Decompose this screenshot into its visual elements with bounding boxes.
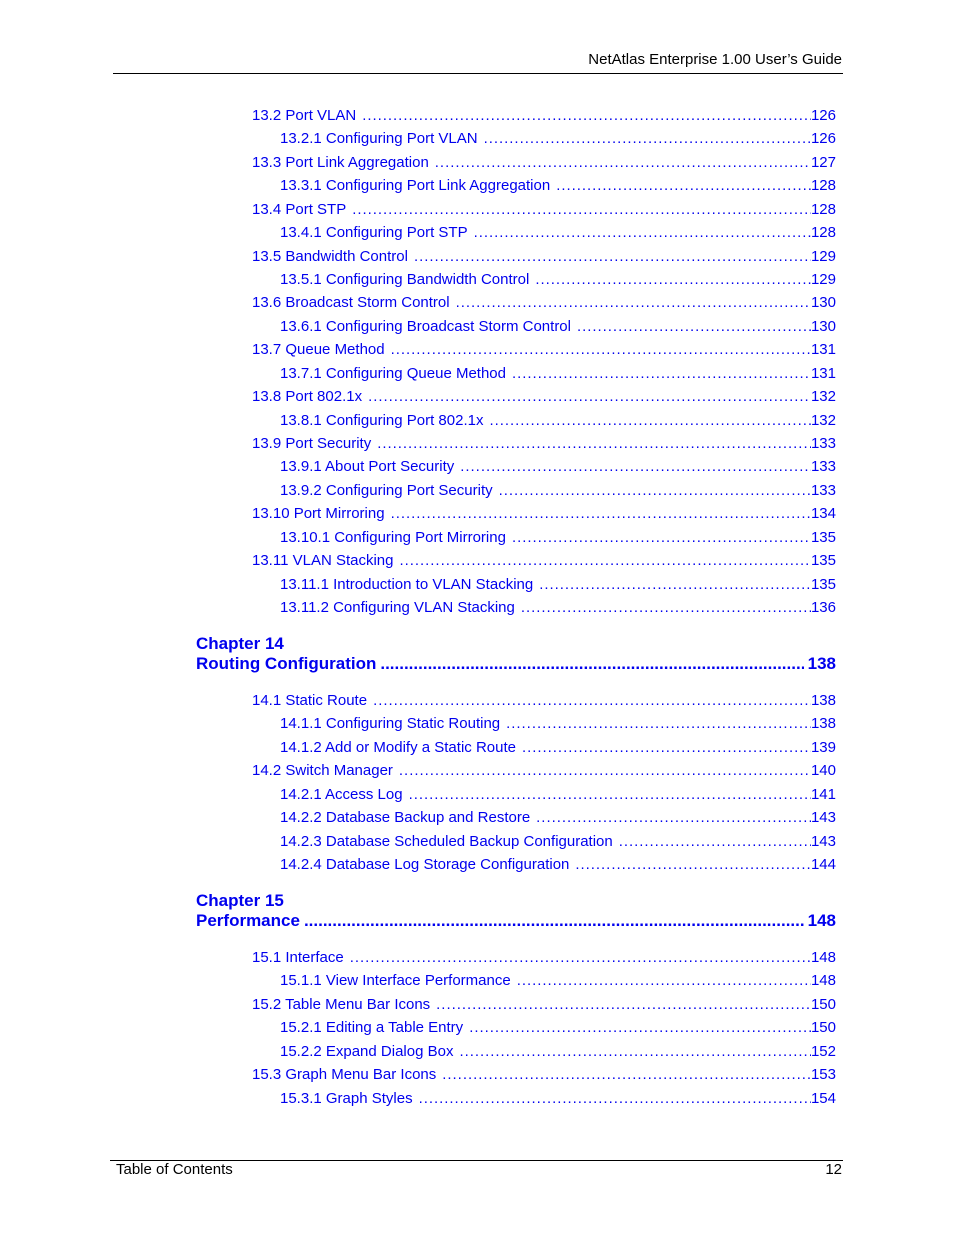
dot-leader: [456, 293, 811, 313]
toc-entry[interactable]: [280, 808, 836, 828]
entry-title: 13.8.1 Configuring Port 802.1x: [280, 411, 484, 429]
entry-page-number: 138: [810, 715, 836, 733]
dot-leader: [352, 200, 811, 220]
entry-title: 13.6 Broadcast Storm Control: [252, 294, 450, 312]
entry-title: 13.10 Port Mirroring: [252, 505, 385, 523]
entry-page-number: 130: [810, 317, 836, 335]
dot-leader: [459, 1042, 811, 1062]
entry-title: 14.1.1 Configuring Static Routing: [280, 715, 501, 733]
dot-leader: [409, 785, 811, 805]
entry-page-number: 136: [810, 599, 836, 617]
toc-entry[interactable]: [280, 1089, 836, 1109]
toc-entry[interactable]: [252, 293, 836, 313]
entry-page-number: 141: [810, 785, 836, 803]
dot-leader: [460, 457, 811, 477]
entry-title: 14.2.2 Database Backup and Restore: [280, 809, 531, 827]
entry-title: 13.10.1 Configuring Port Mirroring: [280, 528, 506, 546]
entry-title: 13.9 Port Security: [252, 435, 372, 453]
entry-title: 14.1.2 Add or Modify a Static Route: [280, 738, 516, 756]
entry-title: 14.1 Static Route: [252, 692, 368, 709]
entry-page-number: 135: [810, 528, 836, 546]
chapter-page: 138: [807, 654, 836, 673]
entry-page-number: 134: [810, 505, 836, 523]
entry-page-number: 131: [810, 341, 836, 359]
dot-leader: [619, 832, 811, 852]
entry-title: 15.1 Interface: [252, 949, 344, 966]
dot-leader: [522, 738, 811, 758]
entry-title: 13.5.1 Configuring Bandwidth Control: [280, 271, 530, 288]
entry-page-number: 133: [810, 458, 836, 476]
toc-entry[interactable]: [280, 832, 836, 852]
entry-title: 15.3 Graph Menu Bar Icons: [252, 1066, 437, 1084]
dot-leader: [391, 340, 811, 360]
dot-leader: [436, 995, 811, 1015]
toc-entry[interactable]: [252, 504, 836, 524]
dot-leader: [469, 1018, 811, 1038]
entry-title: 13.11.1 Introduction to VLAN Stacking: [280, 575, 534, 593]
toc-entry[interactable]: [252, 1065, 836, 1085]
toc-entry[interactable]: [252, 761, 836, 781]
entry-page-number: 133: [810, 481, 836, 499]
entry-page-number: 132: [810, 411, 836, 429]
entry-page-number: 131: [810, 364, 836, 382]
entry-page-number: 128: [810, 177, 836, 195]
entry-page-number: 154: [810, 1089, 836, 1107]
entry-title: 13.11 VLAN Stacking: [252, 552, 394, 570]
toc-entry[interactable]: [280, 411, 836, 431]
entry-title: 14.2 Switch Manager: [252, 762, 393, 780]
toc-entry[interactable]: [252, 200, 836, 220]
entry-page-number: 140: [810, 762, 836, 780]
toc-entry[interactable]: [280, 481, 836, 501]
toc-entry[interactable]: [252, 691, 836, 711]
toc-entry[interactable]: [280, 1018, 836, 1038]
entry-title: 13.4 Port STP: [252, 200, 347, 218]
toc-entry[interactable]: [252, 995, 836, 1015]
entry-page-number: 127: [810, 153, 836, 171]
toc-entry[interactable]: [252, 153, 836, 173]
entry-page-number: 148: [810, 949, 836, 966]
dot-leader: [539, 575, 811, 595]
entry-title: 13.2 Port VLAN: [252, 107, 357, 124]
toc-entry[interactable]: [280, 575, 836, 595]
entry-title: 14.2.4 Database Log Storage Configuration: [280, 856, 570, 873]
toc-entry[interactable]: [252, 551, 836, 571]
dot-leader: [506, 714, 811, 734]
dot-leader: [577, 317, 811, 337]
dot-leader: [474, 223, 811, 243]
entry-title: 15.2.1 Editing a Table Entry: [280, 1019, 464, 1037]
entry-page-number: 128: [810, 200, 836, 218]
entry-title: 13.3 Port Link Aggregation: [252, 153, 429, 171]
entry-title: 14.2.1 Access Log: [280, 785, 403, 803]
dot-leader: [535, 270, 811, 290]
entry-title: 15.3.1 Graph Styles: [280, 1089, 413, 1107]
entry-page-number: 150: [810, 1019, 836, 1037]
dot-leader: [419, 1089, 811, 1109]
dot-leader: [442, 1065, 811, 1085]
toc-entry[interactable]: [280, 528, 836, 548]
dot-leader: [499, 481, 811, 501]
chapter-14-number[interactable]: Chapter 14: [196, 634, 284, 653]
entry-title: 14.2.3 Database Scheduled Backup Configuration: [280, 832, 613, 850]
toc-entry[interactable]: [280, 317, 836, 337]
entry-page-number: 126: [810, 130, 836, 148]
chapter-title: Routing Configuration: [196, 654, 377, 673]
toc-entry[interactable]: [280, 1042, 836, 1062]
entry-page-number: 150: [810, 995, 836, 1013]
entry-title: 15.1.1 View Interface Performance: [280, 972, 511, 990]
entry-page-number: 153: [810, 1066, 836, 1084]
dot-leader: [536, 808, 811, 828]
chapter-page: 148: [807, 911, 836, 930]
entry-page-number: 144: [810, 856, 836, 873]
toc-entry[interactable]: [252, 434, 836, 454]
toc-entry[interactable]: [252, 247, 836, 267]
entry-title: 13.7.1 Configuring Queue Method: [280, 364, 506, 382]
entry-page-number: 152: [810, 1042, 836, 1060]
entry-title: 13.11.2 Configuring VLAN Stacking: [280, 599, 515, 617]
dot-leader: [377, 434, 811, 454]
toc-entry[interactable]: [280, 738, 836, 758]
entry-page-number: 138: [810, 692, 836, 709]
dot-leader: [517, 971, 811, 991]
toc-entry[interactable]: [280, 971, 836, 991]
toc-entry[interactable]: [280, 785, 836, 805]
dot-leader: [304, 911, 804, 931]
dot-leader: [521, 598, 811, 618]
entry-page-number: 135: [810, 575, 836, 593]
header-divider: [113, 73, 843, 74]
entry-page-number: 133: [810, 435, 836, 453]
chapter-15-number[interactable]: Chapter 15: [196, 891, 284, 910]
dot-leader: [399, 551, 810, 571]
footer-section-title: Table of Contents: [116, 1161, 233, 1178]
toc-entry[interactable]: [280, 176, 836, 196]
dot-leader: [556, 176, 811, 196]
entry-page-number: 126: [810, 107, 836, 124]
toc-entry[interactable]: [280, 714, 836, 734]
dot-leader: [435, 153, 811, 173]
toc-entry[interactable]: [252, 106, 836, 126]
entry-page-number: 143: [810, 809, 836, 827]
entry-title: 13.7 Queue Method: [252, 341, 385, 359]
chapter-title: Performance: [196, 911, 300, 930]
entry-title: 13.3.1 Configuring Port Link Aggregation: [280, 177, 551, 195]
dot-leader: [368, 387, 811, 407]
entry-title: 13.9.2 Configuring Port Security: [280, 481, 493, 499]
dot-leader: [373, 691, 811, 711]
entry-page-number: 135: [810, 552, 836, 570]
toc-entry[interactable]: [280, 270, 836, 290]
toc-entry[interactable]: [280, 223, 836, 243]
dot-leader: [380, 654, 803, 674]
entry-title: 13.9.1 About Port Security: [280, 458, 455, 476]
entry-title: 15.2 Table Menu Bar Icons: [252, 995, 431, 1013]
entry-title: 13.6.1 Configuring Broadcast Storm Control: [280, 317, 571, 335]
guide-title: NetAtlas Enterprise 1.00 User’s Guide: [588, 51, 842, 68]
entry-page-number: 129: [810, 271, 836, 288]
dot-leader: [391, 504, 811, 524]
entry-page-number: 148: [810, 972, 836, 990]
toc-entry[interactable]: [280, 855, 836, 875]
entry-title: 13.8 Port 802.1x: [252, 388, 363, 406]
entry-page-number: 139: [810, 738, 836, 756]
dot-leader: [484, 129, 811, 149]
footer-page-number: 12: [825, 1161, 842, 1178]
dot-leader: [362, 106, 811, 126]
toc-entry[interactable]: [280, 598, 836, 618]
dot-leader: [512, 528, 811, 548]
entry-page-number: 129: [810, 247, 836, 265]
entry-page-number: 143: [810, 832, 836, 850]
dot-leader: [399, 761, 811, 781]
toc-entry[interactable]: [280, 364, 836, 384]
dot-leader: [489, 411, 811, 431]
entry-page-number: 132: [810, 388, 836, 406]
entry-page-number: 130: [810, 294, 836, 312]
entry-title: 13.5 Bandwidth Control: [252, 247, 408, 265]
toc-entry[interactable]: [280, 457, 836, 477]
chapter-15-title-entry[interactable]: [196, 911, 836, 931]
dot-leader: [414, 247, 811, 267]
toc-entry[interactable]: [252, 387, 836, 407]
entry-title: 13.4.1 Configuring Port STP: [280, 224, 468, 242]
dot-leader: [512, 364, 811, 384]
entry-page-number: 128: [810, 224, 836, 242]
entry-title: 13.2.1 Configuring Port VLAN: [280, 130, 478, 148]
dot-leader: [350, 948, 811, 968]
toc-entry[interactable]: [252, 340, 836, 360]
toc-entry[interactable]: [252, 948, 836, 968]
entry-title: 15.2.2 Expand Dialog Box: [280, 1042, 454, 1060]
chapter-14-title-entry[interactable]: [196, 654, 836, 674]
dot-leader: [575, 855, 811, 875]
toc-entry[interactable]: [280, 129, 836, 149]
